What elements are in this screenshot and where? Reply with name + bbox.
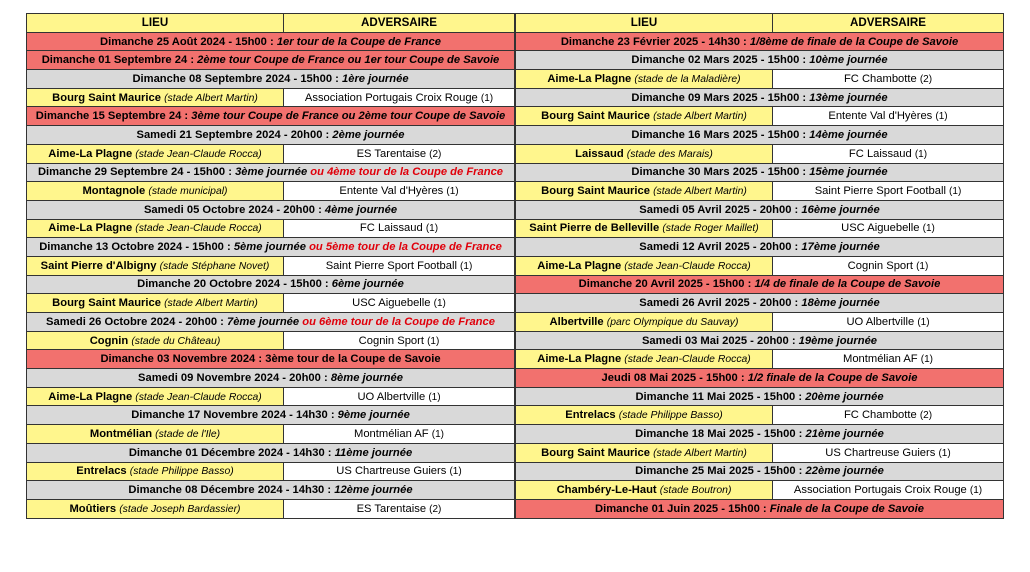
date-text: Dimanche 01 Juin 2025 - 15h00 : — [595, 502, 770, 515]
venue-cell — [516, 406, 773, 425]
date-cell — [27, 163, 515, 182]
opponent-division: (1) — [431, 428, 444, 440]
date-text: Dimanche 18 Mai 2025 - 15h00 : — [635, 427, 806, 440]
venue-cell — [27, 331, 284, 350]
venue-cell — [27, 88, 284, 107]
venue-name: Chambéry-Le-Haut — [556, 484, 657, 497]
date-cell — [27, 350, 515, 369]
event-text: 11ème journée — [334, 446, 413, 459]
opponent-cell — [284, 425, 515, 444]
date-text: Dimanche 13 Octobre 2024 - 15h00 : — [39, 241, 234, 254]
stadium-name: (stade du Château) — [131, 335, 221, 347]
venue-name: Entrelacs — [76, 465, 127, 478]
match-row — [27, 331, 515, 350]
date-text: Dimanche 15 Septembre 24 : — [35, 110, 192, 123]
stadium-name: (stade Joseph Bardassier) — [119, 503, 241, 515]
event-text: 13ème journée — [809, 91, 888, 104]
stadium-name: (stade Jean-Claude Rocca) — [135, 391, 262, 403]
event-text: 1ère journée — [342, 72, 409, 85]
opponent-cell — [773, 256, 1004, 275]
event-text: 3ème tour de la Coupe de Savoie — [265, 353, 441, 366]
date-cell — [27, 481, 515, 500]
opponent-name: Saint Pierre Sport Football — [814, 185, 946, 198]
stadium-name: (stade Albert Martin) — [164, 92, 258, 104]
event-text: 20ème journée — [805, 390, 884, 403]
date-cell — [516, 331, 1004, 350]
opponent-name: Cognin Sport — [358, 334, 424, 347]
venue-cell — [27, 144, 284, 163]
opponent-cell — [284, 144, 515, 163]
venue-name: Aime-La Plagne — [547, 72, 632, 85]
event-text: 1er tour de la Coupe de France — [276, 35, 441, 48]
match-row — [516, 144, 1004, 163]
date-text: Dimanche 01 Décembre 2024 - 14h30 : — [128, 446, 335, 459]
opponent-division: (2) — [429, 503, 442, 515]
header-lieu: LIEU — [516, 14, 773, 33]
league-date-row — [27, 275, 515, 294]
date-cell — [27, 443, 515, 462]
venue-cell — [27, 256, 284, 275]
opponent-name: Montmélian AF — [843, 353, 918, 366]
date-cell — [516, 88, 1004, 107]
venue-name: Aime-La Plagne — [537, 353, 622, 366]
match-row — [516, 350, 1004, 369]
date-cell — [516, 275, 1004, 294]
match-row — [516, 313, 1004, 332]
event-text: 21ème journée — [805, 427, 884, 440]
venue-name: Bourg Saint Maurice — [541, 110, 650, 123]
league-date-row — [27, 481, 515, 500]
match-row — [516, 406, 1004, 425]
cup-round-text: ou 5ème tour de la Coupe de France — [305, 241, 502, 254]
stadium-name: (stade Philippe Basso) — [618, 410, 723, 422]
schedule-table-second-half — [515, 13, 1004, 519]
date-text: Jeudi 08 Mai 2025 - 15h00 : — [601, 371, 748, 384]
league-date-row — [516, 331, 1004, 350]
date-cell — [27, 70, 515, 89]
league-date-row — [516, 163, 1004, 182]
league-date-row — [27, 200, 515, 219]
opponent-division: (1) — [917, 316, 930, 328]
league-date-row — [516, 51, 1004, 70]
venue-name: Aime-La Plagne — [48, 222, 133, 235]
opponent-name: FC Laissaud — [359, 222, 423, 235]
match-row — [516, 182, 1004, 201]
opponent-cell — [773, 406, 1004, 425]
event-text: 14ème journée — [809, 128, 888, 141]
venue-cell — [516, 481, 773, 500]
cup-date-row — [27, 350, 515, 369]
opponent-division: (1) — [425, 223, 439, 235]
opponent-cell — [284, 294, 515, 313]
match-row — [27, 425, 515, 444]
cup-date-row — [516, 499, 1004, 518]
date-cell — [516, 369, 1004, 388]
opponent-cell — [773, 443, 1004, 462]
opponent-name: FC Chambotte — [843, 72, 917, 85]
venue-cell — [27, 387, 284, 406]
date-text: Dimanche 25 Août 2024 - 15h00 : — [100, 35, 277, 48]
venue-cell — [516, 182, 773, 201]
date-cell — [27, 51, 515, 70]
event-text: 17ème journée — [801, 241, 880, 254]
date-cell — [516, 499, 1004, 518]
venue-cell — [516, 107, 773, 126]
schedule-table-first-half — [26, 13, 515, 519]
league-date-row — [27, 406, 515, 425]
opponent-division: (1) — [920, 354, 933, 366]
date-text: Samedi 03 Mai 2025 - 20h00 : — [641, 334, 799, 347]
stadium-name: (stade Jean-Claude Rocca) — [624, 260, 751, 272]
opponent-name: USC Aiguebelle — [352, 297, 431, 310]
match-row — [27, 256, 515, 275]
opponent-name: US Chartreuse Guiers — [825, 446, 936, 459]
date-text: Dimanche 17 Novembre 2024 - 14h30 : — [131, 409, 338, 422]
date-cell — [27, 32, 515, 51]
stadium-name: (stade Stéphane Novet) — [159, 260, 270, 272]
date-text: Dimanche 29 Septembre 24 - 15h00 : — [37, 166, 236, 179]
event-text: 1/8ème de finale de la Coupe de Savoie — [749, 35, 959, 48]
stadium-name: (stade Albert Martin) — [653, 111, 747, 123]
date-text: Samedi 21 Septembre 2024 - 20h00 : — [136, 128, 333, 141]
match-row — [27, 499, 515, 518]
event-text: 2ème journée — [332, 128, 405, 141]
opponent-name: US Chartreuse Guiers — [336, 465, 447, 478]
stadium-name: (stade Albert Martin) — [164, 298, 258, 310]
event-text: 6ème journée — [331, 278, 404, 291]
date-text: Dimanche 25 Mai 2025 - 15h00 : — [635, 465, 806, 478]
event-text: Finale de la Coupe de Savoie — [769, 502, 924, 515]
opponent-division: (2) — [429, 148, 442, 160]
venue-cell — [516, 313, 773, 332]
stadium-name: (stade Jean-Claude Rocca) — [135, 148, 262, 160]
opponent-name: ES Tarentaise — [356, 147, 427, 160]
venue-cell — [27, 425, 284, 444]
opponent-division: (1) — [916, 260, 929, 272]
match-row — [27, 182, 515, 201]
cup-date-row — [27, 32, 515, 51]
date-text: Dimanche 20 Avril 2025 - 15h00 : — [578, 278, 755, 291]
league-date-row — [516, 88, 1004, 107]
venue-name: Aime-La Plagne — [48, 147, 133, 160]
league-date-row — [516, 238, 1004, 257]
cup-date-row — [27, 51, 515, 70]
opponent-name: Association Portugais Croix Rouge — [304, 91, 478, 104]
venue-cell — [27, 219, 284, 238]
event-text: 18ème journée — [801, 297, 880, 310]
cup-round-text: ou 4ème tour de la Coupe de France — [307, 166, 504, 179]
stadium-name: (parc Olympique du Sauvay) — [606, 316, 739, 328]
date-cell — [516, 51, 1004, 70]
header-adversaire: ADVERSAIRE — [773, 14, 1004, 33]
date-cell — [27, 107, 515, 126]
opponent-division: (1) — [427, 335, 440, 347]
date-text: Samedi 05 Avril 2025 - 20h00 : — [639, 203, 802, 216]
opponent-division: (1) — [914, 148, 928, 160]
cup-round-text: ou 6ème tour de la Coupe de France — [299, 315, 495, 328]
event-text: 9ème journée — [337, 409, 410, 422]
stadium-name: (stade de l'Ile) — [155, 428, 221, 440]
league-date-row — [516, 200, 1004, 219]
opponent-division: (2) — [919, 73, 933, 85]
opponent-name: UO Albertville — [357, 390, 426, 403]
venue-name: Aime-La Plagne — [48, 390, 133, 403]
league-date-row — [27, 70, 515, 89]
league-date-row — [516, 425, 1004, 444]
stadium-name: (stade Boutron) — [659, 485, 732, 497]
opponent-cell — [284, 88, 515, 107]
opponent-cell — [773, 144, 1004, 163]
event-text: 1/4 de finale de la Coupe de Savoie — [754, 278, 941, 291]
match-row — [27, 462, 515, 481]
date-cell — [27, 406, 515, 425]
date-cell — [27, 275, 515, 294]
date-text: Samedi 26 Avril 2025 - 20h00 : — [639, 297, 802, 310]
opponent-cell — [773, 70, 1004, 89]
league-date-row — [27, 238, 515, 257]
opponent-division: (1) — [446, 186, 459, 198]
opponent-cell — [284, 219, 515, 238]
league-date-row — [516, 294, 1004, 313]
cup-date-row — [27, 107, 515, 126]
venue-name: Entrelacs — [565, 409, 616, 422]
venue-cell — [27, 499, 284, 518]
event-text: 2ème tour Coupe de France ou 1er tour Coupe de Savoie — [197, 54, 500, 67]
event-text: 8ème journée — [330, 371, 403, 384]
date-text: Dimanche 09 Mars 2025 - 15h00 : — [631, 91, 810, 104]
event-text: 4ème journée — [324, 203, 398, 216]
venue-cell — [27, 462, 284, 481]
date-text: Dimanche 08 Décembre 2024 - 14h30 : — [128, 484, 335, 497]
date-text: Dimanche 23 Février 2025 - 14h30 : — [560, 35, 750, 48]
venue-name: Montmélian — [89, 427, 153, 440]
header-row — [27, 14, 515, 33]
venue-name: Laissaud — [575, 147, 624, 160]
opponent-name: UO Albertville — [846, 315, 915, 328]
venue-cell — [516, 443, 773, 462]
opponent-name: Entente Val d'Hyères — [339, 185, 444, 198]
opponent-cell — [773, 182, 1004, 201]
opponent-division: (1) — [428, 391, 441, 403]
venue-name: Aime-La Plagne — [537, 259, 622, 272]
venue-name: Bourg Saint Maurice — [52, 297, 161, 310]
cup-date-row — [516, 369, 1004, 388]
venue-cell — [516, 144, 773, 163]
opponent-cell — [284, 462, 515, 481]
stadium-name: (stade Roger Maillet) — [662, 223, 759, 235]
match-row — [27, 144, 515, 163]
date-cell — [516, 425, 1004, 444]
venue-name: Bourg Saint Maurice — [541, 446, 650, 459]
match-row — [27, 88, 515, 107]
venue-cell — [27, 294, 284, 313]
match-row — [27, 294, 515, 313]
opponent-name: Montmélian AF — [354, 427, 429, 440]
event-text: 5ème journée — [233, 241, 306, 254]
opponent-division: (2) — [919, 410, 933, 422]
league-date-row — [27, 443, 515, 462]
venue-cell — [516, 350, 773, 369]
opponent-cell — [284, 499, 515, 518]
opponent-name: ES Tarentaise — [356, 502, 427, 515]
venue-name: Cognin — [89, 334, 129, 347]
header-row — [516, 14, 1004, 33]
league-date-row — [27, 369, 515, 388]
date-text: Samedi 09 Novembre 2024 - 20h00 : — [138, 371, 331, 384]
opponent-name: FC Laissaud — [848, 147, 912, 160]
date-cell — [516, 238, 1004, 257]
opponent-cell — [284, 256, 515, 275]
date-cell — [516, 126, 1004, 145]
match-row — [516, 219, 1004, 238]
match-row — [27, 219, 515, 238]
league-date-row — [516, 387, 1004, 406]
venue-cell — [27, 182, 284, 201]
league-date-row — [516, 126, 1004, 145]
opponent-cell — [773, 219, 1004, 238]
event-text: 3ème journée — [235, 166, 308, 179]
event-text: 7ème journée — [226, 315, 300, 328]
league-date-row — [27, 313, 515, 332]
match-row — [516, 107, 1004, 126]
match-row — [516, 70, 1004, 89]
opponent-cell — [773, 481, 1004, 500]
stadium-name: (stade Philippe Basso) — [129, 466, 234, 478]
opponent-division: (1) — [449, 466, 462, 478]
stadium-name: (stade Jean-Claude Rocca) — [624, 354, 751, 366]
date-cell — [516, 462, 1004, 481]
date-cell — [27, 369, 515, 388]
date-text: Dimanche 11 Mai 2025 - 15h00 : — [635, 390, 806, 403]
venue-cell — [516, 70, 773, 89]
stadium-name: (stade Albert Martin) — [653, 186, 747, 198]
venue-cell — [516, 256, 773, 275]
date-text: Dimanche 03 Novembre 2024 : — [100, 353, 266, 366]
schedule-body — [27, 32, 515, 518]
stadium-name: (stade Jean-Claude Rocca) — [135, 223, 262, 235]
date-cell — [516, 200, 1004, 219]
date-text: Dimanche 01 Septembre 24 : — [41, 54, 198, 67]
venue-name: Saint Pierre de Belleville — [529, 222, 660, 235]
venue-name: Montagnole — [82, 185, 146, 198]
opponent-division: (1) — [460, 260, 473, 272]
opponent-name: FC Chambotte — [843, 409, 917, 422]
date-cell — [516, 32, 1004, 51]
date-cell — [516, 387, 1004, 406]
event-text: 10ème journée — [809, 54, 888, 67]
date-text: Samedi 05 Octobre 2024 - 20h00 : — [143, 203, 325, 216]
opponent-name: Cognin Sport — [847, 259, 913, 272]
date-cell — [27, 238, 515, 257]
opponent-division: (1) — [935, 111, 948, 123]
opponent-cell — [284, 387, 515, 406]
cup-date-row — [516, 275, 1004, 294]
opponent-division: (1) — [938, 447, 951, 459]
schedule-body — [516, 32, 1004, 518]
date-text: Dimanche 16 Mars 2025 - 15h00 : — [631, 128, 810, 141]
date-cell — [27, 126, 515, 145]
event-text: 3ème tour Coupe de France ou 2ème tour Coupe de Savoie — [191, 110, 506, 123]
venue-name: Albertville — [549, 315, 604, 328]
league-date-row — [27, 126, 515, 145]
date-text: Dimanche 08 Septembre 2024 - 15h00 : — [132, 72, 342, 85]
opponent-cell — [773, 107, 1004, 126]
stadium-name: (stade des Marais) — [626, 148, 713, 160]
date-cell — [516, 294, 1004, 313]
opponent-cell — [284, 182, 515, 201]
stadium-name: (stade municipal) — [148, 186, 228, 198]
date-text: Samedi 26 Octobre 2024 - 20h00 : — [46, 315, 227, 328]
opponent-cell — [773, 350, 1004, 369]
opponent-division: (1) — [969, 485, 983, 497]
league-date-row — [27, 163, 515, 182]
match-row — [516, 443, 1004, 462]
event-text: 12ème journée — [334, 484, 413, 497]
date-cell — [27, 313, 515, 332]
date-cell — [516, 163, 1004, 182]
event-text: 19ème journée — [798, 334, 878, 347]
opponent-name: Saint Pierre Sport Football — [325, 259, 457, 272]
stadium-name: (stade de la Maladière) — [634, 73, 741, 85]
league-date-row — [516, 462, 1004, 481]
match-row — [516, 481, 1004, 500]
event-text: 1/2 finale de la Coupe de Savoie — [747, 371, 918, 384]
opponent-name: Association Portugais Croix Rouge — [793, 484, 967, 497]
event-text: 22ème journée — [805, 465, 884, 478]
opponent-division: (1) — [949, 186, 962, 198]
date-cell — [27, 200, 515, 219]
date-text: Samedi 12 Avril 2025 - 20h00 : — [639, 241, 802, 254]
venue-name: Moûtiers — [69, 502, 117, 515]
opponent-division: (1) — [433, 298, 446, 310]
venue-name: Bourg Saint Maurice — [52, 91, 161, 104]
event-text: 16ème journée — [801, 203, 880, 216]
opponent-division: (1) — [922, 223, 935, 235]
match-row — [516, 256, 1004, 275]
event-text: 15ème journée — [809, 166, 888, 179]
header-lieu: LIEU — [27, 14, 284, 33]
opponent-cell — [284, 331, 515, 350]
venue-name: Bourg Saint Maurice — [541, 185, 650, 198]
opponent-cell — [773, 313, 1004, 332]
cup-date-row — [516, 32, 1004, 51]
opponent-division: (1) — [480, 92, 494, 104]
date-text: Dimanche 30 Mars 2025 - 15h00 : — [631, 166, 810, 179]
stadium-name: (stade Albert Martin) — [653, 447, 747, 459]
header-adversaire: ADVERSAIRE — [284, 14, 515, 33]
match-row — [27, 387, 515, 406]
opponent-name: Entente Val d'Hyères — [828, 110, 933, 123]
date-text: Dimanche 02 Mars 2025 - 15h00 : — [631, 54, 810, 67]
venue-name: Saint Pierre d'Albigny — [40, 259, 157, 272]
opponent-name: USC Aiguebelle — [841, 222, 920, 235]
venue-cell — [516, 219, 773, 238]
date-text: Dimanche 20 Octobre 2024 - 15h00 : — [137, 278, 332, 291]
